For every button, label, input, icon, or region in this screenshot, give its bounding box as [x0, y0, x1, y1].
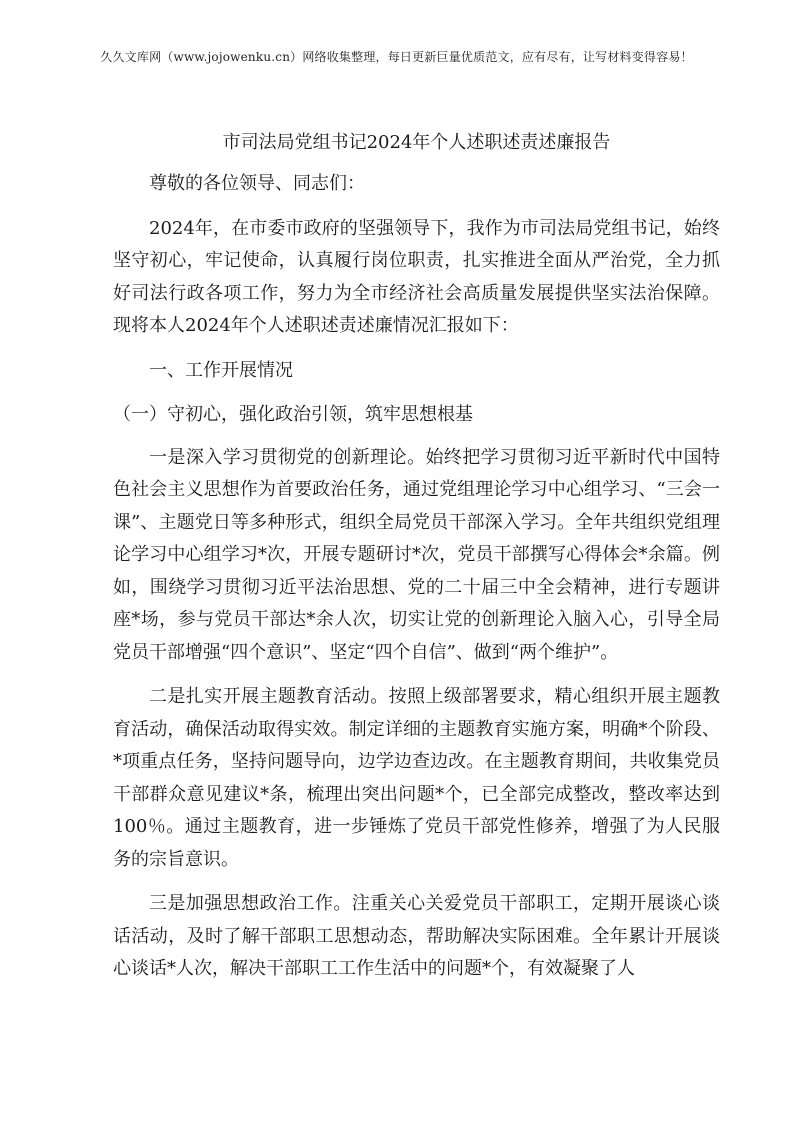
- section-heading-1: 一、工作开展情况: [149, 359, 293, 381]
- body-paragraph-3: 三是加强思想政治工作。注重关心关爱党员干部职工，定期开展谈心谈话活动，及时了解干部职工思想动态，帮助解决实际困难。全年累计开展谈心谈话*人次，解决干部职工工作生活中的问题*个，有效凝聚了人: [113, 893, 720, 979]
- document-body: [113, 130, 720, 998]
- subsection-heading-1: （一）守初心，强化政治引领，筑牢思想根基: [113, 404, 473, 425]
- salutation: 尊敬的各位领导、同志们：: [149, 173, 365, 194]
- source-watermark-note: 久久文库网（www.jojowenku.cn）网络收集整理，每日更新巨量优质范文，应有尽有，让写材料变得容易！: [100, 50, 693, 64]
- document-title: 市司法局党组书记2024年个人述职述责述廉报告: [222, 132, 611, 153]
- body-paragraph-2: 二是扎实开展主题教育活动。按照上级部署要求，精心组织开展主题教育活动，确保活动取得实效。制定详细的主题教育实施方案，明确*个阶段、*项重点任务，坚持问题导向，边学边查边改。在主题教育期间，共收集党员干部群众意见建议*条，梳理出突出问题*个，已全部完成整改，整改率达到100％。通过主题教育，进一步锤炼了党员干部党性修养，增强了为人民服务的宗旨意识。: [113, 686, 720, 870]
- intro-paragraph: 2024年，在市委市政府的坚强领导下，我作为市司法局党组书记，始终坚守初心，牢记使命，认真履行岗位职责，扎实推进全面从严治党，全力抓好司法行政各项工作，努力为全市经济社会高质量发展提供坚实法治保障。现将本人2024年个人述职述责述廉情况汇报如下：: [113, 217, 720, 336]
- body-paragraph-1: 一是深入学习贯彻党的创新理论。始终把学习贯彻习近平新时代中国特色社会主义思想作为首要政治任务，通过党组理论学习中心组学习、“三会一课”、主题党日等多种形式，组织全局党员干部深入学习。全年共组织党组理论学习中心组学习*次，开展专题研讨*次，党员干部撰写心得体会*余篇。例如，围绕学习贯彻习近平法治思想、党的二十届三中全会精神，进行专题讲座*场，参与党员干部达*余人次，切实让党的创新理论入脑入心，引导全局党员干部增强“四个意识”、坚定“四个自信”、做到“两个维护”。: [113, 446, 720, 663]
